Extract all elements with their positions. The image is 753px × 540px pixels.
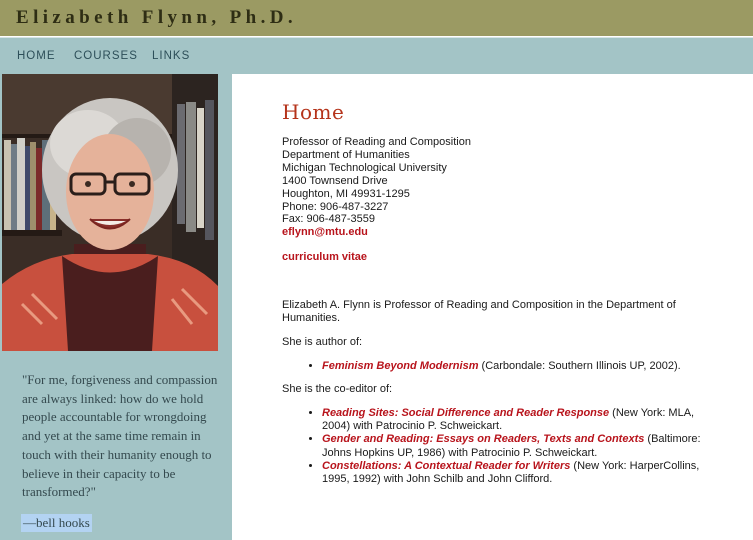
address-line: 1400 Townsend Drive — [282, 174, 388, 187]
nav-links[interactable]: LINKS — [152, 50, 191, 62]
fax-line: Fax: 906-487-3559 — [282, 213, 375, 226]
nav-bar — [0, 37, 753, 74]
phone-line: Phone: 906-487-3227 — [282, 200, 389, 213]
contact-address — [282, 136, 471, 226]
address-line: Michigan Technological University — [282, 161, 447, 174]
book-details: (New York: HarperCollins, 1995, 1992) with John Schilb and John Clifford. — [322, 459, 700, 486]
portrait-photo — [2, 74, 218, 351]
list-item — [322, 407, 718, 433]
page-title: Home — [282, 100, 345, 124]
authored-list — [308, 360, 708, 373]
address-line: Professor of Reading and Composition — [282, 136, 471, 148]
quote-attribution: —bell hooks — [23, 515, 90, 530]
nav-home[interactable]: HOME — [17, 50, 56, 62]
site-title: Elizabeth Flynn, Ph.D. — [16, 7, 298, 28]
book-link[interactable]: Constellations: A Contextual Reader for Writers — [322, 459, 571, 472]
site-header — [0, 0, 753, 36]
bio-paragraph: Elizabeth A. Flynn is Professor of Reading and Composition in the Department of Humanities. — [282, 299, 676, 325]
list-item — [322, 433, 718, 459]
address-line: Department of Humanities — [282, 148, 410, 161]
list-item — [322, 360, 708, 373]
sidebar-quote: "For me, forgiveness and compassion are always linked: how do we hold people accountable for wrongdoing and yet at the same time remain in touch with their humanity enough to believe in their capacity to be transformed?" — [22, 372, 218, 500]
author-intro: She is author of: — [282, 336, 363, 348]
nav-courses[interactable]: COURSES — [74, 50, 138, 62]
book-details: (Baltimore: Johns Hopkins UP, 1986) with Patrocinio P. Schweickart. — [322, 433, 701, 459]
coedited-list — [308, 407, 718, 486]
email-link[interactable]: eflynn@mtu.edu — [282, 226, 368, 238]
book-link[interactable]: Reading Sites: Social Difference and Reader Response — [322, 407, 610, 419]
address-line: Houghton, MI 49931-1295 — [282, 187, 410, 200]
book-link[interactable]: Feminism Beyond Modernism — [322, 360, 479, 372]
book-details: (Carbondale: Southern Illinois UP, 2002). — [478, 360, 681, 372]
cv-link[interactable]: curriculum vitae — [282, 251, 367, 263]
list-item — [322, 460, 718, 486]
book-link[interactable]: Gender and Reading: Essays on Readers, Texts and Contexts — [322, 433, 645, 446]
book-details: (New York: MLA, 2004) with Patrocinio P. Schweickart. — [322, 407, 695, 433]
coeditor-intro: She is the co-editor of: — [282, 383, 393, 395]
